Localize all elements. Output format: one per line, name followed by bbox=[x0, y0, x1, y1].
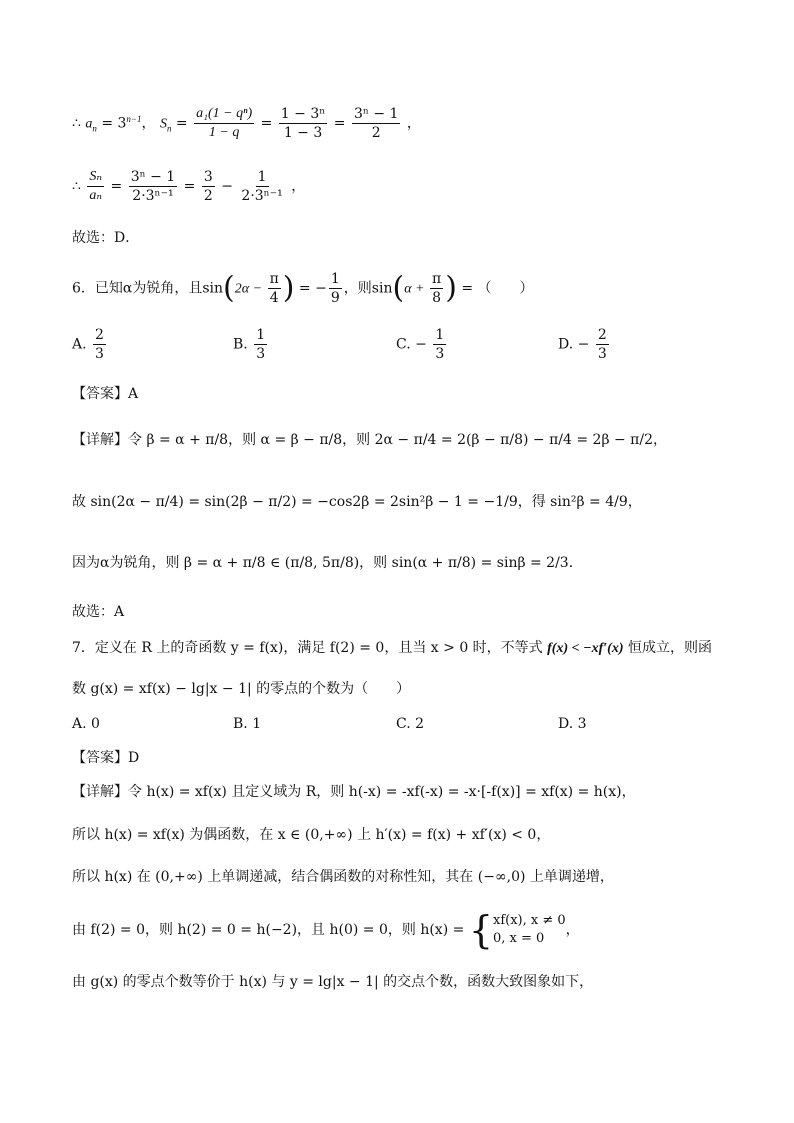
option-value: 0 bbox=[91, 716, 100, 732]
option-label: A. bbox=[72, 716, 87, 732]
option-label: A. bbox=[72, 336, 87, 353]
frac-den: 2 bbox=[371, 125, 381, 141]
q6-text-1: 6．已知α为锐角，且sin bbox=[72, 280, 224, 297]
frac-num: 3 bbox=[203, 169, 213, 185]
option-value: 2 bbox=[415, 716, 425, 732]
q7-option-d bbox=[558, 716, 587, 732]
question-6: 6．已知α为锐角，且sin(2α − $\frac{\pi}{4}$ ) = − $\frac{1}{9}$ ，则sin(α + $\frac{\pi}{8}$ ) = （ ） bbox=[72, 270, 534, 306]
frac-num: 2 bbox=[597, 327, 607, 343]
ratio-fraction-2 bbox=[129, 168, 178, 205]
option-sign: − bbox=[577, 336, 590, 353]
comma: ， bbox=[406, 115, 421, 132]
therefore-symbol: ∴ bbox=[72, 115, 81, 132]
separator: ， bbox=[141, 115, 156, 132]
frac-den: 2·3ⁿ⁻¹ bbox=[241, 188, 283, 204]
frac-den: 9 bbox=[330, 290, 340, 306]
comma: ， bbox=[291, 178, 306, 195]
q6-option-b bbox=[233, 326, 269, 363]
ratio-fraction-3 bbox=[202, 168, 215, 205]
detail-6-line-1: 【详解】令 β = α + π/8，则 α = β − π/8，则 2α − π/4 = 2(β − π/8) − π/4 = 2β − π/2， bbox=[72, 432, 667, 448]
q7-text-a: 7．定义在 R 上的奇函数 y = f(x)，满足 f(2) = 0，且当 x > 0 时，不等式 bbox=[72, 640, 548, 656]
ratio-fraction bbox=[87, 168, 104, 205]
detail-6-line-2: 故 sin(2α − π/4) = sin(2β − π/2) = −cos2β = 2sin²β − 1 = −1/9，得 sin²β = 4/9， bbox=[72, 494, 642, 510]
frac-num: π bbox=[431, 271, 442, 287]
an-subscript: n bbox=[92, 123, 97, 134]
detail-7-line-2: 所以 h(x) = xf(x) 为偶函数，在 x ∈ (0,+∞) 上 h′(x) = f(x) + xf′(x) < 0， bbox=[72, 827, 551, 843]
option-value: 1 bbox=[252, 716, 262, 732]
frac-den: 3 bbox=[435, 346, 445, 362]
frac-den: 3 bbox=[256, 346, 266, 362]
therefore-symbol: ∴ bbox=[72, 178, 81, 195]
q6-inner-1: 2α − bbox=[234, 281, 266, 297]
frac-num: 1 bbox=[256, 327, 266, 343]
frac-den: 3 bbox=[597, 346, 607, 362]
an-equals: = 3 bbox=[96, 115, 127, 132]
option-fraction bbox=[93, 326, 106, 363]
option-fraction bbox=[433, 326, 446, 363]
detail-7-line-5: 由 g(x) 的零点个数等价于 h(x) 与 y = lg|x − 1| 的交点个数，函数大致图象如下， bbox=[72, 974, 594, 990]
detail-7-line-3: 所以 h(x) 在 (0,+∞) 上单调递减，结合偶函数的对称性知，其在 (−∞,0) 上单调递增， bbox=[72, 869, 614, 885]
q7-option-a bbox=[72, 716, 100, 732]
option-label: C. bbox=[396, 336, 411, 353]
frac-den: 8 bbox=[432, 290, 442, 306]
answer-6: 【答案】A bbox=[72, 386, 139, 402]
detail-7-line-4 bbox=[72, 910, 580, 950]
option-fraction bbox=[254, 326, 267, 363]
frac-num: 1 bbox=[435, 327, 445, 343]
frac-num: 1 bbox=[330, 271, 340, 287]
an-symbol: a bbox=[85, 116, 93, 132]
q6-text-3: = （ ） bbox=[456, 280, 534, 297]
sn-fraction-3 bbox=[352, 105, 401, 142]
minus: − bbox=[221, 178, 233, 195]
frac-num: 3ⁿ − 1 bbox=[130, 169, 176, 185]
frac-num: 1 − 3ⁿ bbox=[280, 106, 326, 122]
sn-symbol: S bbox=[159, 116, 167, 132]
frac-den: 3 bbox=[95, 346, 104, 362]
q7-inequality: f(x) < −xf′(x) bbox=[547, 641, 624, 656]
cases-brace: { bbox=[468, 908, 493, 952]
equals: = bbox=[171, 115, 193, 132]
frac-num: 3ⁿ − 1 bbox=[353, 106, 399, 122]
option-sign: − bbox=[415, 336, 427, 353]
frac-den: 2 bbox=[203, 188, 213, 204]
option-label: D. bbox=[558, 336, 574, 353]
frac-den: 2·3ⁿ⁻¹ bbox=[132, 188, 174, 204]
frac-num: 2 bbox=[95, 327, 104, 343]
option-label: B. bbox=[233, 716, 248, 732]
q7-text-c: 恒成立，则函 bbox=[623, 640, 712, 656]
option-label: D. bbox=[558, 716, 574, 732]
piecewise-cases bbox=[493, 912, 566, 948]
sn-subscript: n bbox=[166, 123, 172, 134]
option-value: 3 bbox=[577, 716, 587, 732]
frac-den: 4 bbox=[269, 290, 279, 306]
detail-6-line-3: 因为α为锐角，则 β = α + π/8 ∈ (π/8, 5π/8)，则 sin(α + π/8) = sinβ = 2/3． bbox=[72, 555, 583, 571]
option-label: C. bbox=[396, 716, 411, 732]
comma: ， bbox=[565, 922, 580, 938]
q6-option-d bbox=[558, 326, 611, 363]
answer-7: 【答案】D bbox=[72, 750, 140, 766]
one-ninth bbox=[329, 270, 342, 307]
detail-7-line-1: 【详解】令 h(x) = xf(x) 且定义域为 R，则 h(-x) = -xf(-x) = -x·[-f(x)] = xf(x) = h(x)， bbox=[72, 784, 636, 800]
q6-text-2: ，则sin bbox=[343, 280, 393, 297]
sn-fraction-2 bbox=[279, 105, 328, 142]
detail-7-line-4-text: 由 f(2) = 0，则 h(2) = 0 = h(−2)，且 h(0) = 0，则 h(x) = bbox=[72, 922, 469, 938]
q7-option-b bbox=[233, 716, 261, 732]
choose-a: 故选：A bbox=[72, 604, 125, 620]
frac-den: aₙ bbox=[89, 188, 103, 203]
question-7-line-1 bbox=[72, 638, 712, 659]
case-1: xf(x), x ≠ 0 bbox=[493, 913, 566, 928]
q7-option-c bbox=[396, 716, 424, 732]
q6-option-a bbox=[72, 326, 108, 363]
pi-over-4 bbox=[268, 270, 281, 307]
formula-sn-over-an: ∴ $\frac{\text{Sₙ}}{\text{aₙ}}$ = $\frac{\text{3ⁿ − 1}}{\text{2·3ⁿ⁻¹}}$ = $\frac{3}{2}$ − $\frac{1}{\text{2·3ⁿ⁻¹}}$ ， bbox=[72, 169, 306, 204]
equals: = bbox=[333, 115, 350, 132]
frac-num: π bbox=[269, 271, 279, 287]
frac-den: 1 − 3 bbox=[283, 125, 323, 141]
q6-equals: = − bbox=[294, 280, 327, 297]
pi-over-8 bbox=[430, 270, 443, 307]
frac-num: 1 bbox=[257, 169, 267, 185]
equals: = bbox=[260, 115, 277, 132]
question-7-line-2: 数 g(x) = xf(x) − lg|x − 1| 的零点的个数为（ ） bbox=[72, 681, 411, 697]
option-fraction bbox=[596, 326, 609, 363]
case-2: 0, x = 0 bbox=[493, 931, 545, 946]
q6-inner-2: α + bbox=[404, 281, 428, 297]
frac-num: a₁(1 − qⁿ) bbox=[194, 105, 254, 124]
frac-den: 1 − q bbox=[208, 125, 240, 140]
option-label: B. bbox=[233, 336, 248, 353]
frac-num: Sₙ bbox=[87, 168, 104, 187]
choose-d: 故选：D． bbox=[72, 230, 140, 246]
sn-fraction-1 bbox=[194, 105, 254, 142]
ratio-fraction-4 bbox=[239, 168, 284, 205]
an-exponent: n−1 bbox=[126, 113, 142, 124]
q6-option-c bbox=[396, 326, 448, 363]
formula-an-sn bbox=[72, 105, 421, 142]
